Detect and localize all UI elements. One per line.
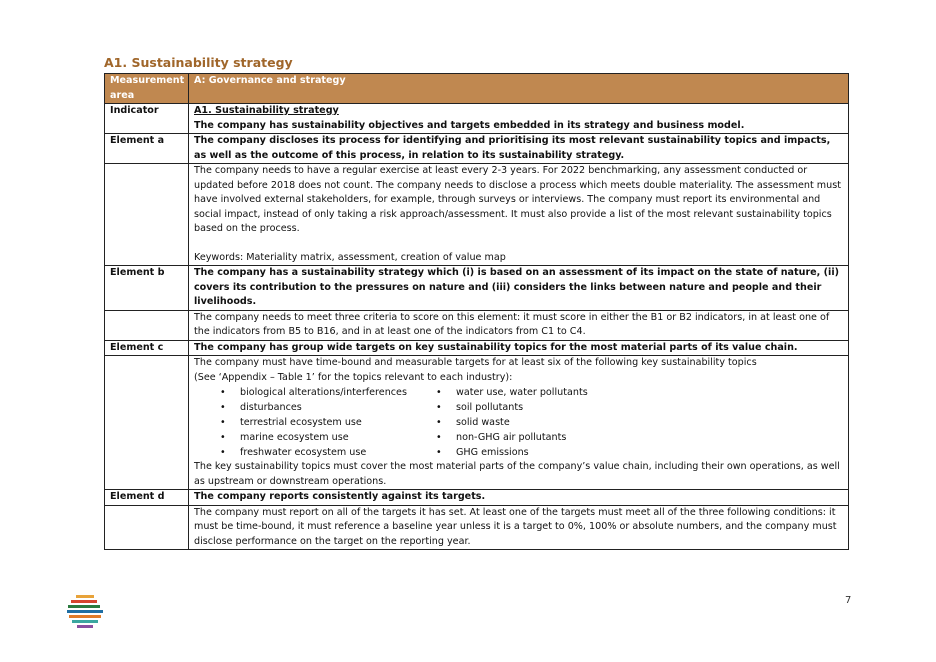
element-c-row xyxy=(105,340,849,356)
element-d-title: The company reports consistently against its targets. xyxy=(189,490,849,506)
list-item: • terrestrial ecosystem use xyxy=(220,415,436,430)
element-b-row xyxy=(105,266,849,311)
indicator-cell xyxy=(189,104,849,134)
element-c-desc-1: The company must have time-bound and measurable targets for at least six of the following key sustainability topics xyxy=(194,357,757,368)
section-heading: A1. Sustainability strategy xyxy=(104,55,293,70)
list-item: • marine ecosystem use xyxy=(220,430,436,445)
list-item: • non-GHG air pollutants xyxy=(436,430,656,445)
element-d-label: Element d xyxy=(105,490,189,506)
element-b-label: Element b xyxy=(105,266,189,311)
list-item: • soil pollutants xyxy=(436,400,656,415)
element-c-desc-row xyxy=(105,356,849,490)
element-a-label: Element a xyxy=(105,134,189,164)
empty-cell xyxy=(105,356,189,490)
element-c-desc-cell xyxy=(189,356,849,490)
element-d-row xyxy=(105,490,849,506)
element-b-desc-row xyxy=(105,310,849,340)
element-b-desc: The company needs to meet three criteria to score on this element: it must score in either the B1 or B2 indicators, in at least one of the indicators from B5 to B16, and in at least one of the indicators from C1 to C4. xyxy=(189,310,849,340)
header-area-value: A: Governance and strategy xyxy=(189,74,849,104)
element-d-desc-row xyxy=(105,505,849,550)
topic-bullet-list xyxy=(220,385,843,460)
indicator-title: A1. Sustainability strategy xyxy=(194,105,339,116)
element-a-row xyxy=(105,134,849,164)
element-c-label: Element c xyxy=(105,340,189,356)
list-item: • disturbances xyxy=(220,400,436,415)
element-c-desc-3: The key sustainability topics must cover the most material parts of the company’s value chain, including their own operations, as well as upstream or downstream operations. xyxy=(194,461,840,487)
table-header-row xyxy=(105,74,849,104)
list-item: • GHG emissions xyxy=(436,445,656,460)
element-c-desc-2: (See ‘Appendix – Table 1’ for the topics relevant to each industry): xyxy=(194,371,513,383)
list-item: • biological alterations/interferences xyxy=(220,385,436,400)
empty-cell xyxy=(105,505,189,550)
empty-cell xyxy=(105,310,189,340)
page-number: 7 xyxy=(845,595,852,606)
list-item: • freshwater ecosystem use xyxy=(220,445,436,460)
indicator-label: Indicator xyxy=(105,104,189,134)
element-a-desc-row xyxy=(105,164,849,266)
element-a-title: The company discloses its process for identifying and prioritising its most relevant sustainability topics and impacts, as well as the outcome of this process, in relation to its sustainability strategy. xyxy=(189,134,849,164)
element-a-desc-cell xyxy=(189,164,849,266)
empty-cell xyxy=(105,164,189,266)
methodology-table xyxy=(104,73,849,550)
element-d-desc: The company must report on all of the targets it has set. At least one of the targets must meet all of the three following conditions: it must be time-bound, it must reference a baseline year unless it is a target to 0%, 100% or absolute numbers, and the company must disclose performance on the target on the reporting year. xyxy=(189,505,849,550)
organization-logo-icon xyxy=(66,594,106,630)
element-c-title: The company has group wide targets on key sustainability topics for the most material parts of its value chain. xyxy=(189,340,849,356)
list-item: • water use, water pollutants xyxy=(436,385,656,400)
list-item: • solid waste xyxy=(436,415,656,430)
header-measurement-area: Measurement area xyxy=(105,74,189,104)
element-a-keywords: Keywords: Materiality matrix, assessment, creation of value map xyxy=(194,251,506,263)
element-b-title: The company has a sustainability strategy which (i) is based on an assessment of its impact on the state of nature, (ii) covers its contribution to the pressures on nature and (iii) considers the links between nature and people and their livelihoods. xyxy=(189,266,849,311)
element-a-desc: The company needs to have a regular exercise at least every 2-3 years. For 2022 benchmarking, any assessment conducted or updated before 2018 does not count. The company needs to disclose a process which meets double materiality. The assessment must have involved external stakeholders, for example, through surveys or interviews. The company must report its environmental and social impact, instead of only taking a risk approach/assessment. It must also provide a list of the most relevant sustainability topics based on the process. xyxy=(194,165,841,234)
indicator-text: The company has sustainability objectives and targets embedded in its strategy and business model. xyxy=(194,119,745,131)
indicator-row xyxy=(105,104,849,134)
